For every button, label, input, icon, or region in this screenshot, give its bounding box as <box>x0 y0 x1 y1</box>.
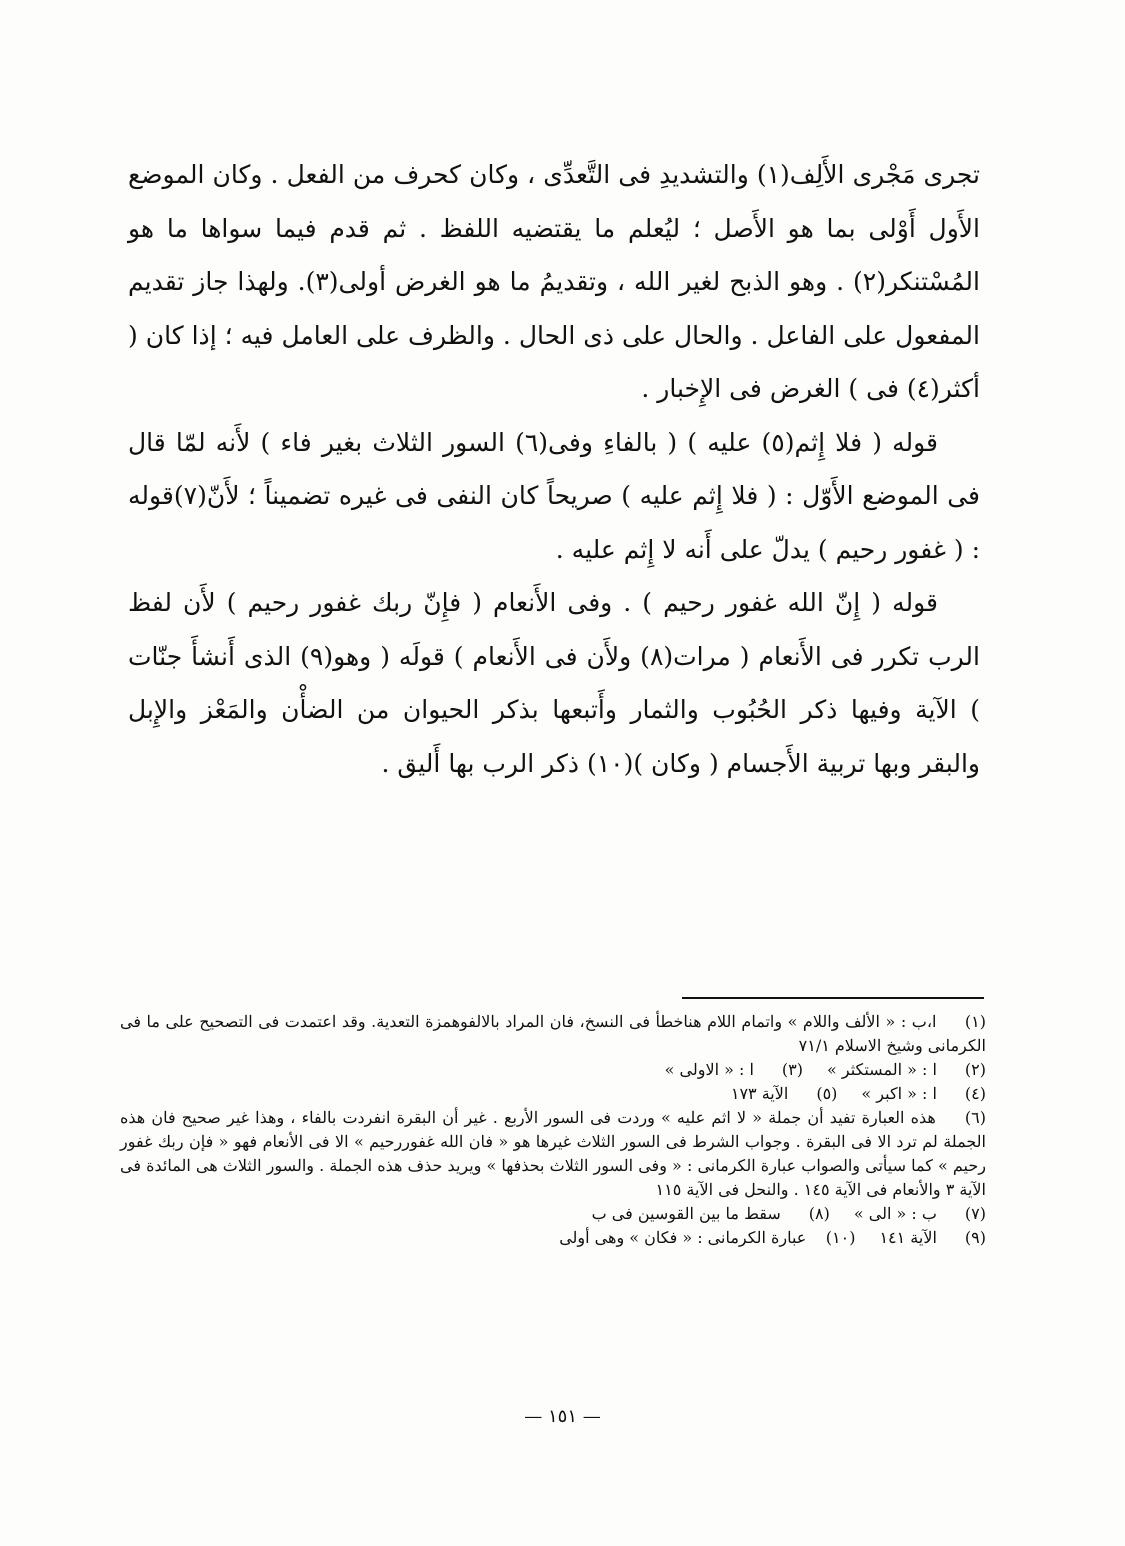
footnote-text: الآية ١٧٣ <box>730 1084 789 1103</box>
footnotes <box>120 1010 986 1250</box>
footnote-number: (٤) <box>964 1084 986 1103</box>
footnote-separator <box>682 997 984 999</box>
footnote-5 <box>731 1082 838 1106</box>
footnote-10 <box>559 1226 855 1250</box>
footnote-number: (٢) <box>964 1060 986 1079</box>
footnote-text: عبارة الكرمانى : « فكان » وهى أولى <box>559 1228 807 1247</box>
footnote-row-9-10 <box>120 1226 986 1250</box>
footnote-3 <box>665 1058 803 1082</box>
footnote-text: ا : « الاولى » <box>664 1060 754 1079</box>
footnote-2 <box>827 1058 986 1082</box>
paragraph-3: قوله ( إِنّ الله غفور رحيم ) . وفى الأَنعام ( فإِنّ ربك غفور رحيم ) لأَن لفظ الرب تكرر فى الأَنعام ( مرات(٨) ولأَن فى الأَنعام ) قولَه ( وهو(٩) الذى أَنشأَ جنّات ) الآية وفيها ذكر الحُبُوب والثمار وأَتبعها بذكر الحيوان من الضأْن والمَعْز والإِبل والبقر وبها تربية الأَجسام ( وكان )(١٠) ذكر الرب بها أَليق . <box>128 588 980 778</box>
footnote-text: ا،ب : « الألف واللام » واتمام اللام هناخطأ فى النسخ، فان المراد بالالفوهمزة التعدية. وقد اعتمدت فى التصحيح على ما فى الكرمانى وشيخ الاسلام ٧١/١ <box>120 1012 986 1055</box>
footnote-6 <box>120 1106 986 1202</box>
footnote-text: هذه العبارة تفيد أن جملة « لا اثم عليه » وردت فى السور الأربع . غير أن البقرة انفردت بالفاء ، وهذا غير صحيح فان هذه الجملة لم ترد الا فى البقرة . وجواب الشرط فى السور الثلاث غيرها هو « فان الله غفوررحيم » الا فى الأنعام فهو « فإن ربك غفور رحيم » كما سيأتى والصواب عبارة الكرمانى : « وفى السور الثلاث بحذفها » ويريد حذف هذه الجملة . والسور الثلاث هى المائدة فى الآية ٣ والأنعام فى الآية ١٤٥ . والنحل فى الآية ١١٥ <box>120 1108 986 1199</box>
footnote-text: سقط ما بين القوسين فى ب <box>591 1204 781 1223</box>
footnote-9 <box>879 1226 986 1250</box>
footnote-7 <box>854 1202 986 1226</box>
footnote-row-7-8 <box>120 1202 986 1226</box>
footnote-row-2-3 <box>120 1058 986 1082</box>
page-number: — ١٥١ — <box>524 1406 601 1427</box>
footnote-text: ا : « المستكثر » <box>826 1060 937 1079</box>
footnote-number: (٩) <box>964 1228 986 1247</box>
footnote-row-4-5 <box>120 1082 986 1106</box>
footnote-number: (٧) <box>964 1204 986 1223</box>
footnote-text: ب : « الى » <box>853 1204 937 1223</box>
footnote-number: (٦) <box>964 1108 986 1127</box>
footnote-text: الآية ١٤١ <box>879 1228 937 1247</box>
footnote-number: (١) <box>964 1012 986 1031</box>
footnote-8 <box>592 1202 830 1226</box>
footnote-number: (٣) <box>781 1060 803 1079</box>
paragraph-2: قوله ( فلا إِثم(٥) عليه ) ( بالفاءِ وفى(٦) السور الثلاث بغير فاء ) لأَنه لمّا قال فى الموضع الأَوّل : ( فلا إِثم عليه ) صريحاً كان النفى فى غيره تضميناً ؛ لأَنّ(٧)قوله : ( غفور رحيم ) يدلّ على أَنه لا إِثم عليه . <box>128 427 980 564</box>
footnote-number: (١٠) <box>825 1228 856 1247</box>
paragraph-1: تجرى مَجْرى الأَلِف(١) والتشديدِ فى التَّعدِّى ، وكان كحرف من الفعل . وكان الموضع الأَول أَوْلى بما هو الأَصل ؛ ليُعلم ما يقتضيه اللفظ . ثم قدم فيما سواها ما هو المُسْتنكر(٢) . وهو الذبح لغير الله ، وتقديمُ ما هو الغرض أولى(٣). ولهذا جاز تقديم المفعول على الفاعل . والحال على ذى الحال . والظرف على العامل فيه ؛ إذا كان ( أكثر(٤) فى ) الغرض فى الإِخبار . <box>128 160 980 403</box>
footnote-number: (٥) <box>816 1084 838 1103</box>
main-text <box>128 148 980 790</box>
footnote-1 <box>120 1010 986 1058</box>
footnote-number: (٨) <box>808 1204 830 1223</box>
footnote-text: ا : « اكبر » <box>861 1084 937 1103</box>
footnote-4 <box>861 1082 986 1106</box>
